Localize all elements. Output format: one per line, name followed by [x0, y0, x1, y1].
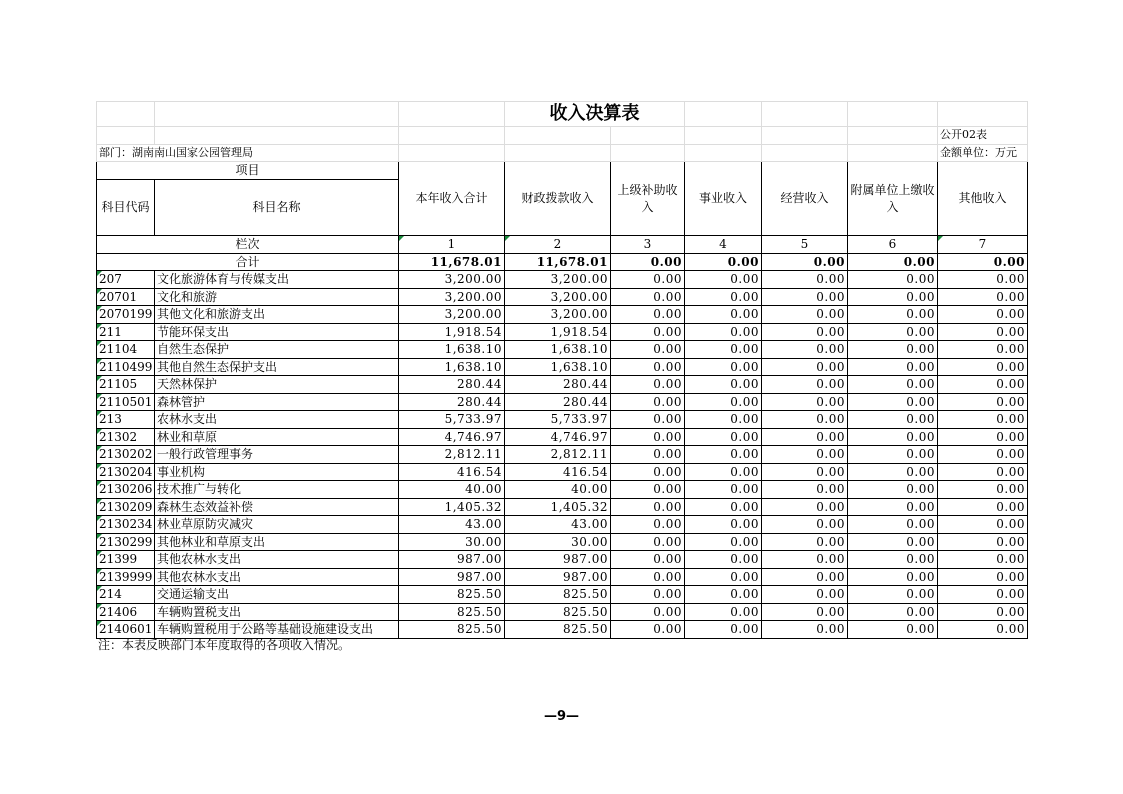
amount-cell: 0.00 — [762, 288, 848, 306]
table-row — [97, 446, 1028, 464]
amount-cell: 0.00 — [685, 516, 762, 534]
amount-cell: 0.00 — [848, 306, 938, 324]
amount-cell: 0.00 — [762, 428, 848, 446]
amount-cell: 0.00 — [848, 393, 938, 411]
amount-cell: 0.00 — [762, 411, 848, 429]
subject-name: 车辆购置税用于公路等基础设施建设支出 — [155, 621, 399, 639]
unit-label: 金额单位：万元 — [938, 144, 1028, 162]
amount-cell: 0.00 — [848, 323, 938, 341]
amount-cell: 825.50 — [505, 621, 611, 639]
amount-cell: 0.00 — [938, 393, 1028, 411]
total-value: 0.00 — [848, 253, 938, 271]
total-value: 0.00 — [611, 253, 685, 271]
amount-cell: 1,918.54 — [399, 323, 505, 341]
page-number: —9— — [543, 709, 580, 724]
amount-cell: 0.00 — [685, 341, 762, 359]
amount-cell: 0.00 — [762, 586, 848, 604]
amount-cell: 0.00 — [685, 358, 762, 376]
column-index-num: 4 — [685, 236, 762, 254]
amount-cell: 0.00 — [611, 586, 685, 604]
amount-cell: 0.00 — [848, 621, 938, 639]
total-value: 0.00 — [685, 253, 762, 271]
header-name: 科目名称 — [155, 180, 399, 236]
amount-cell: 30.00 — [399, 533, 505, 551]
amount-cell: 0.00 — [938, 568, 1028, 586]
amount-cell: 1,638.10 — [399, 341, 505, 359]
amount-cell: 825.50 — [399, 621, 505, 639]
subject-code: 214 — [97, 586, 155, 604]
amount-cell: 416.54 — [399, 463, 505, 481]
amount-cell: 987.00 — [399, 551, 505, 569]
amount-cell: 0.00 — [685, 288, 762, 306]
amount-cell: 0.00 — [685, 621, 762, 639]
amount-cell: 0.00 — [611, 271, 685, 289]
amount-cell: 0.00 — [611, 516, 685, 534]
total-value: 11,678.01 — [399, 253, 505, 271]
subject-name: 事业机构 — [155, 463, 399, 481]
amount-cell: 0.00 — [685, 323, 762, 341]
header-col1: 本年收入合计 — [399, 162, 505, 236]
amount-cell: 3,200.00 — [399, 288, 505, 306]
table-row — [97, 516, 1028, 534]
amount-cell: 0.00 — [611, 463, 685, 481]
amount-cell: 0.00 — [938, 428, 1028, 446]
amount-cell: 0.00 — [938, 358, 1028, 376]
subject-name: 交通运输支出 — [155, 586, 399, 604]
amount-cell: 1,405.32 — [505, 498, 611, 516]
amount-cell: 1,918.54 — [505, 323, 611, 341]
column-index-num: 5 — [762, 236, 848, 254]
amount-cell: 0.00 — [938, 323, 1028, 341]
header-col3: 上级补助收入 — [611, 162, 685, 236]
amount-cell: 0.00 — [611, 323, 685, 341]
amount-cell: 0.00 — [762, 446, 848, 464]
amount-cell: 0.00 — [938, 463, 1028, 481]
amount-cell: 0.00 — [762, 568, 848, 586]
subject-code: 2130202 — [97, 446, 155, 464]
income-statement-sheet — [96, 101, 1027, 639]
amount-cell: 0.00 — [762, 481, 848, 499]
column-index-label: 栏次 — [97, 236, 399, 254]
subject-code: 21406 — [97, 603, 155, 621]
amount-cell: 0.00 — [938, 411, 1028, 429]
subject-code: 2130209 — [97, 498, 155, 516]
column-index-num: 2 — [505, 236, 611, 254]
table-row — [97, 551, 1028, 569]
table-row — [97, 498, 1028, 516]
amount-cell: 0.00 — [611, 533, 685, 551]
amount-cell: 0.00 — [848, 358, 938, 376]
amount-cell: 0.00 — [938, 603, 1028, 621]
amount-cell: 0.00 — [685, 568, 762, 586]
amount-cell: 825.50 — [505, 603, 611, 621]
amount-cell: 0.00 — [848, 428, 938, 446]
amount-cell: 0.00 — [848, 288, 938, 306]
subject-code: 2130204 — [97, 463, 155, 481]
amount-cell: 1,405.32 — [399, 498, 505, 516]
amount-cell: 3,200.00 — [505, 306, 611, 324]
column-index-row — [97, 236, 1028, 254]
amount-cell: 0.00 — [762, 551, 848, 569]
header-block — [97, 162, 1028, 236]
amount-cell: 0.00 — [685, 271, 762, 289]
amount-cell: 0.00 — [848, 446, 938, 464]
amount-cell: 5,733.97 — [505, 411, 611, 429]
amount-cell: 0.00 — [938, 481, 1028, 499]
amount-cell: 0.00 — [762, 323, 848, 341]
amount-cell: 0.00 — [938, 446, 1028, 464]
subject-code: 213 — [97, 411, 155, 429]
amount-cell: 0.00 — [848, 586, 938, 604]
amount-cell: 43.00 — [399, 516, 505, 534]
amount-cell: 0.00 — [611, 551, 685, 569]
subject-code: 21104 — [97, 341, 155, 359]
subject-name: 其他农林水支出 — [155, 551, 399, 569]
footnote: 注：本表反映部门本年度取得的各项收入情况。 — [98, 638, 351, 652]
amount-cell: 0.00 — [938, 376, 1028, 394]
subject-code: 21302 — [97, 428, 155, 446]
amount-cell: 0.00 — [762, 621, 848, 639]
table-row — [97, 358, 1028, 376]
amount-cell: 987.00 — [505, 568, 611, 586]
amount-cell: 0.00 — [611, 498, 685, 516]
subject-code: 2110501 — [97, 393, 155, 411]
subject-name: 其他自然生态保护支出 — [155, 358, 399, 376]
header-col5: 经营收入 — [762, 162, 848, 236]
amount-cell: 825.50 — [505, 586, 611, 604]
amount-cell: 0.00 — [762, 341, 848, 359]
amount-cell: 0.00 — [611, 358, 685, 376]
amount-cell: 0.00 — [848, 341, 938, 359]
amount-cell: 5,733.97 — [399, 411, 505, 429]
amount-cell: 0.00 — [848, 568, 938, 586]
subject-name: 其他文化和旅游支出 — [155, 306, 399, 324]
amount-cell: 0.00 — [848, 498, 938, 516]
table-row — [97, 603, 1028, 621]
total-value: 0.00 — [762, 253, 848, 271]
amount-cell: 0.00 — [685, 551, 762, 569]
amount-cell: 30.00 — [505, 533, 611, 551]
amount-cell: 0.00 — [762, 516, 848, 534]
amount-cell: 0.00 — [762, 533, 848, 551]
subject-code: 2130299 — [97, 533, 155, 551]
amount-cell: 0.00 — [938, 621, 1028, 639]
department-label: 部门：湖南南山国家公园管理局 — [97, 144, 399, 162]
amount-cell: 0.00 — [685, 498, 762, 516]
table-row — [97, 428, 1028, 446]
amount-cell: 40.00 — [505, 481, 611, 499]
amount-cell: 0.00 — [938, 551, 1028, 569]
table-row — [97, 376, 1028, 394]
table-row — [97, 271, 1028, 289]
table-row — [97, 393, 1028, 411]
amount-cell: 43.00 — [505, 516, 611, 534]
amount-cell: 0.00 — [611, 341, 685, 359]
total-row — [97, 253, 1028, 271]
amount-cell: 416.54 — [505, 463, 611, 481]
header-col7: 其他收入 — [938, 162, 1028, 236]
total-value: 0.00 — [938, 253, 1028, 271]
subject-code: 20701 — [97, 288, 155, 306]
subject-code: 2110499 — [97, 358, 155, 376]
column-index-num: 7 — [938, 236, 1028, 254]
amount-cell: 0.00 — [762, 358, 848, 376]
amount-cell: 0.00 — [611, 428, 685, 446]
amount-cell: 0.00 — [848, 411, 938, 429]
table-row — [97, 481, 1028, 499]
amount-cell: 0.00 — [685, 376, 762, 394]
amount-cell: 987.00 — [399, 568, 505, 586]
table-row — [97, 288, 1028, 306]
header-item: 项目 — [97, 162, 399, 180]
subject-name: 文化和旅游 — [155, 288, 399, 306]
amount-cell: 40.00 — [399, 481, 505, 499]
amount-cell: 1,638.10 — [505, 358, 611, 376]
amount-cell: 0.00 — [685, 411, 762, 429]
table-row — [97, 411, 1028, 429]
amount-cell: 0.00 — [938, 271, 1028, 289]
amount-cell: 0.00 — [848, 481, 938, 499]
amount-cell: 0.00 — [685, 586, 762, 604]
amount-cell: 0.00 — [848, 516, 938, 534]
amount-cell: 0.00 — [611, 481, 685, 499]
total-label: 合计 — [97, 253, 399, 271]
amount-cell: 0.00 — [685, 481, 762, 499]
amount-cell: 0.00 — [848, 376, 938, 394]
amount-cell: 0.00 — [762, 393, 848, 411]
amount-cell: 0.00 — [848, 551, 938, 569]
amount-cell: 4,746.97 — [505, 428, 611, 446]
amount-cell: 1,638.10 — [505, 341, 611, 359]
amount-cell: 0.00 — [848, 271, 938, 289]
amount-cell: 280.44 — [399, 376, 505, 394]
column-index-num: 3 — [611, 236, 685, 254]
table-title: 收入决算表 — [505, 102, 685, 127]
subject-name: 文化旅游体育与传媒支出 — [155, 271, 399, 289]
amount-cell: 280.44 — [505, 393, 611, 411]
amount-cell: 0.00 — [611, 568, 685, 586]
amount-cell: 1,638.10 — [399, 358, 505, 376]
amount-cell: 0.00 — [848, 603, 938, 621]
amount-cell: 0.00 — [762, 376, 848, 394]
subject-name: 技术推广与转化 — [155, 481, 399, 499]
amount-cell: 0.00 — [611, 393, 685, 411]
subject-name: 林业草原防灾减灾 — [155, 516, 399, 534]
column-index-num: 1 — [399, 236, 505, 254]
subject-code: 21105 — [97, 376, 155, 394]
amount-cell: 3,200.00 — [505, 288, 611, 306]
amount-cell: 0.00 — [685, 603, 762, 621]
income-table — [96, 101, 1028, 639]
total-value: 11,678.01 — [505, 253, 611, 271]
subject-name: 农林水支出 — [155, 411, 399, 429]
amount-cell: 0.00 — [762, 463, 848, 481]
subject-name: 节能环保支出 — [155, 323, 399, 341]
amount-cell: 0.00 — [685, 463, 762, 481]
amount-cell: 987.00 — [505, 551, 611, 569]
subject-code: 2130234 — [97, 516, 155, 534]
amount-cell: 280.44 — [505, 376, 611, 394]
subject-code: 21399 — [97, 551, 155, 569]
amount-cell: 0.00 — [762, 306, 848, 324]
amount-cell: 0.00 — [611, 376, 685, 394]
table-row — [97, 341, 1028, 359]
amount-cell: 0.00 — [685, 306, 762, 324]
amount-cell: 0.00 — [762, 603, 848, 621]
amount-cell: 0.00 — [938, 498, 1028, 516]
table-row — [97, 533, 1028, 551]
subject-code: 2140601 — [97, 621, 155, 639]
subject-code: 211 — [97, 323, 155, 341]
data-rows — [97, 271, 1028, 639]
amount-cell: 2,812.11 — [505, 446, 611, 464]
table-row — [97, 463, 1028, 481]
amount-cell: 0.00 — [848, 533, 938, 551]
subject-name: 车辆购置税支出 — [155, 603, 399, 621]
subject-name: 其他林业和草原支出 — [155, 533, 399, 551]
header-col6: 附属单位上缴收入 — [848, 162, 938, 236]
table-number: 公开02表 — [938, 127, 1028, 145]
table-row — [97, 323, 1028, 341]
amount-cell: 3,200.00 — [399, 271, 505, 289]
amount-cell: 0.00 — [611, 288, 685, 306]
subject-name: 天然林保护 — [155, 376, 399, 394]
subject-name: 其他农林水支出 — [155, 568, 399, 586]
subject-code: 207 — [97, 271, 155, 289]
subject-code: 2130206 — [97, 481, 155, 499]
amount-cell: 280.44 — [399, 393, 505, 411]
amount-cell: 3,200.00 — [505, 271, 611, 289]
amount-cell: 3,200.00 — [399, 306, 505, 324]
column-index-num: 6 — [848, 236, 938, 254]
amount-cell: 0.00 — [611, 603, 685, 621]
amount-cell: 2,812.11 — [399, 446, 505, 464]
amount-cell: 0.00 — [938, 341, 1028, 359]
amount-cell: 0.00 — [938, 306, 1028, 324]
subject-name: 森林生态效益补偿 — [155, 498, 399, 516]
amount-cell: 0.00 — [762, 498, 848, 516]
amount-cell: 4,746.97 — [399, 428, 505, 446]
amount-cell: 0.00 — [611, 621, 685, 639]
header-col4: 事业收入 — [685, 162, 762, 236]
amount-cell: 0.00 — [938, 516, 1028, 534]
amount-cell: 0.00 — [685, 533, 762, 551]
subject-code: 2139999 — [97, 568, 155, 586]
amount-cell: 0.00 — [611, 306, 685, 324]
amount-cell: 825.50 — [399, 603, 505, 621]
table-row — [97, 586, 1028, 604]
amount-cell: 0.00 — [685, 393, 762, 411]
amount-cell: 0.00 — [848, 463, 938, 481]
amount-cell: 0.00 — [938, 533, 1028, 551]
amount-cell: 0.00 — [685, 428, 762, 446]
subject-code: 2070199 — [97, 306, 155, 324]
table-row — [97, 306, 1028, 324]
subject-name: 林业和草原 — [155, 428, 399, 446]
amount-cell: 0.00 — [685, 446, 762, 464]
subject-name: 自然生态保护 — [155, 341, 399, 359]
amount-cell: 0.00 — [938, 288, 1028, 306]
amount-cell: 0.00 — [611, 446, 685, 464]
subject-name: 一般行政管理事务 — [155, 446, 399, 464]
header-col2: 财政拨款收入 — [505, 162, 611, 236]
amount-cell: 0.00 — [762, 271, 848, 289]
amount-cell: 0.00 — [611, 411, 685, 429]
table-row — [97, 568, 1028, 586]
amount-cell: 0.00 — [938, 586, 1028, 604]
header-code: 科目代码 — [97, 180, 155, 236]
amount-cell: 825.50 — [399, 586, 505, 604]
subject-name: 森林管护 — [155, 393, 399, 411]
